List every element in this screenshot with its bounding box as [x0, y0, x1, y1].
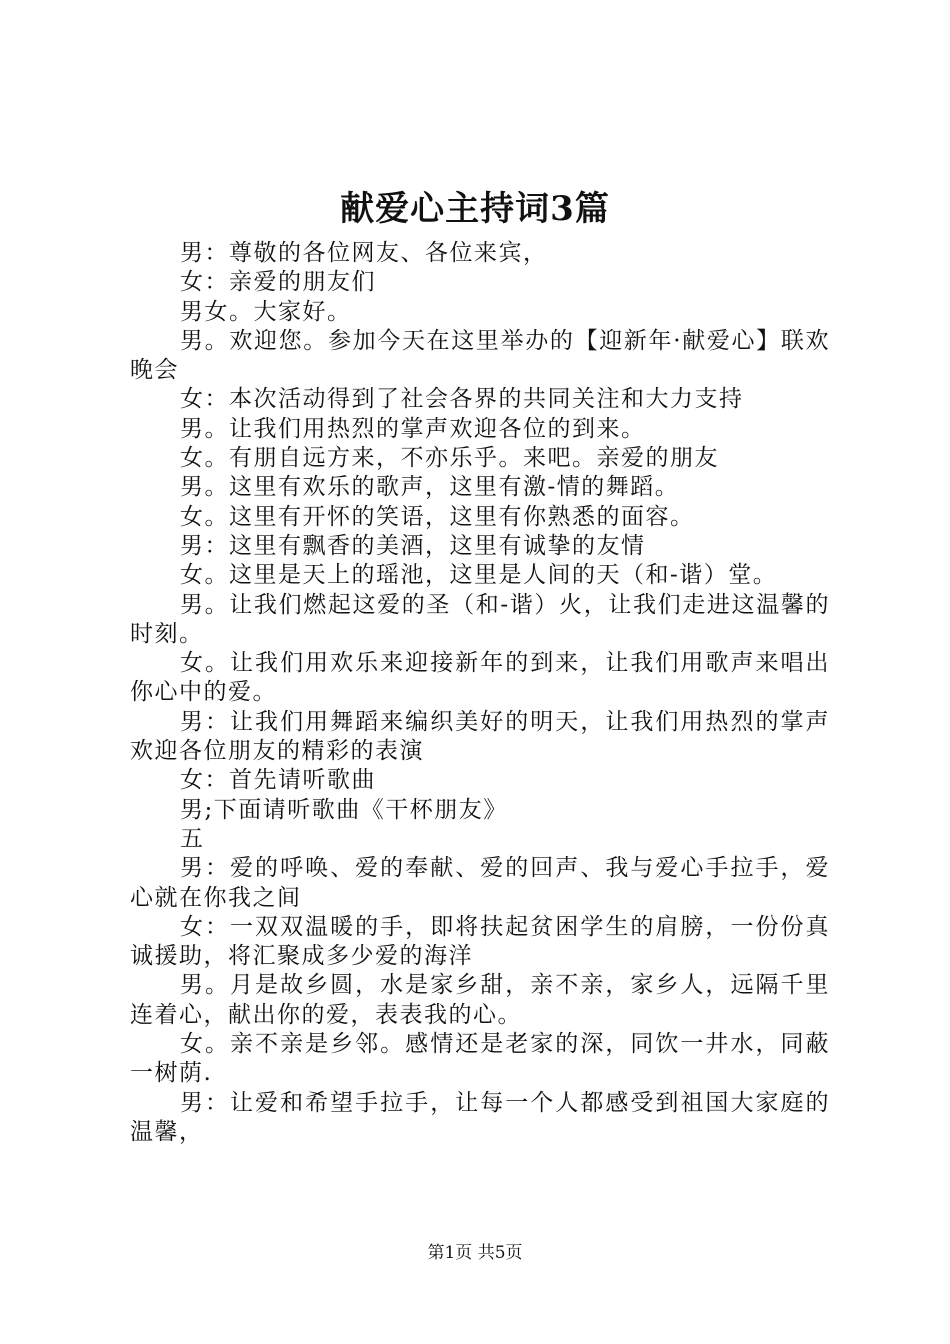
paragraph: 男：尊敬的各位网友、各位来宾， [180, 240, 548, 266]
paragraph: 五 [180, 825, 205, 852]
page-number-footer: 第1页 共5页 [427, 1243, 523, 1263]
paragraph: 女。这里是天上的瑶池，这里是人间的天（和-谐）堂。 [180, 562, 778, 589]
paragraph: 女。亲不亲是乡邻。感情还是老家的深，同饮一井水，同蔽一树荫. [130, 1031, 830, 1087]
paragraph: 女：首先请听歌曲 [180, 767, 376, 794]
paragraph: 男：让爱和希望手拉手，让每一个人都感受到祖国大家庭的温馨， [130, 1089, 830, 1145]
paragraph: 女。这里有开怀的笑语，这里有你熟悉的面容。 [180, 503, 695, 530]
paragraph: 男：这里有飘香的美酒，这里有诚挚的友情 [180, 532, 646, 559]
paragraph: 男：让我们用舞蹈来编织美好的明天，让我们用热烈的掌声欢迎各位朋友的精彩的表演 [130, 708, 830, 765]
document-body [130, 239, 830, 1147]
paragraph: 女。有朋自远方来，不亦乐乎。来吧。亲爱的朋友 [180, 445, 719, 472]
paragraph: 男。欢迎您。参加今天在这里举办的【迎新年·献爱心】联欢晚会 [130, 327, 830, 384]
paragraph: 女：一双双温暖的手，即将扶起贫困学生的肩膀，一份份真诚援助，将汇聚成多少爱的海洋 [130, 913, 830, 970]
document-title: 献爱心主持词3篇 [340, 189, 610, 229]
paragraph: 男。让我们燃起这爱的圣（和-谐）火，让我们走进这温馨的时刻。 [130, 591, 830, 647]
paragraph: 女：亲爱的朋友们 [180, 269, 376, 296]
paragraph: 女。让我们用欢乐来迎接新年的到来，让我们用歌声来唱出你心中的爱。 [130, 650, 830, 706]
paragraph: 男;下面请听歌曲《干杯朋友》 [180, 796, 508, 823]
paragraph: 男：爱的呼唤、爱的奉献、爱的回声、我与爱心手拉手，爱心就在你我之间 [130, 855, 830, 911]
paragraph: 男。月是故乡圆，水是家乡甜，亲不亲，家乡人，远隔千里连着心，献出你的爱，表表我的心。 [130, 972, 830, 1028]
paragraph: 女：本次活动得到了社会各界的共同关注和大力支持 [180, 386, 744, 413]
paragraph: 男。让我们用热烈的掌声欢迎各位的到来。 [180, 415, 646, 442]
paragraph: 男女。大家好。 [180, 298, 352, 325]
paragraph: 男。这里有欢乐的歌声，这里有激-情的舞蹈。 [180, 474, 680, 501]
